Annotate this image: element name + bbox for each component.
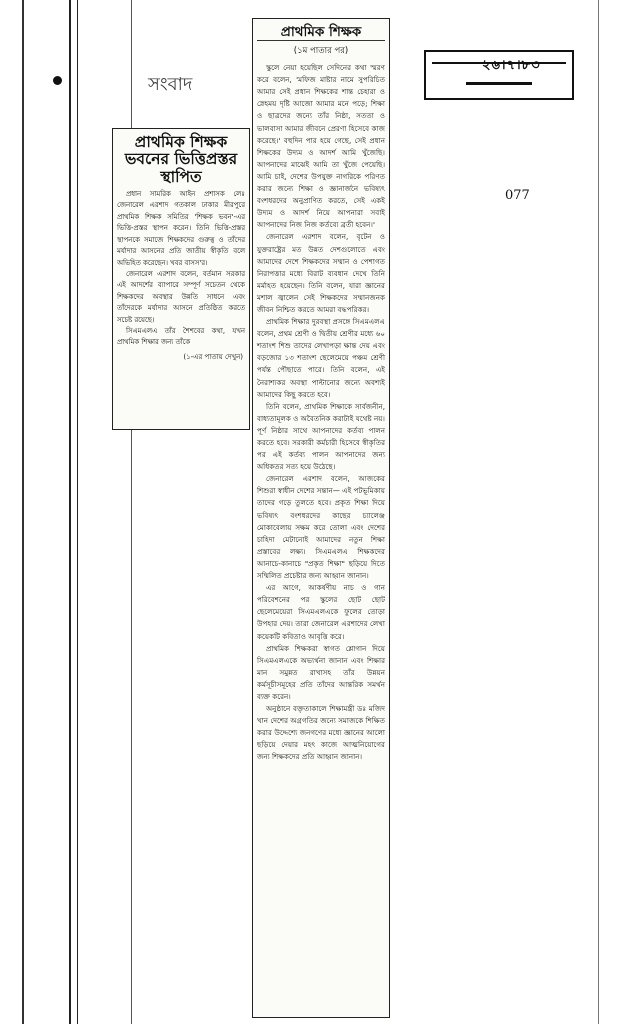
paragraph: জেনারেল এরশাদ বলেন, বর্তমান সরকার এই আদর্শের ব্যাপারে সম্পূর্ণ সচেতন থেকে শিক্ষকদের অবস্থার উন্নতি সাধনে এবং তাঁদেরকে মর্যাদার আসনে প্রতিষ্ঠিত করতে সচেষ্ট রয়েছে। — [117, 269, 245, 324]
scan-border-line — [22, 0, 24, 1024]
scan-border-line — [69, 0, 71, 1024]
paragraph: এর আগে, আকর্ষণীয় নাচ ও গান পরিবেশনের পর স্কুলের ছোট ছোট ছেলেমেয়েরা সিএমএলএকে ফুলের তোড়া উপহার দেয়। তারা জেনারেল এরশাদের লেখা কয়েকটি কবিতাও আবৃত্তি করে। — [257, 583, 385, 641]
source-label: সংবাদ — [148, 74, 193, 95]
paragraph: অনুষ্ঠানে বক্তৃতাকালে শিক্ষামন্ত্রী ডঃ মজিদ খান দেশের অগ্রগতির জন্যে সমাজকে শিক্ষিত করার উদ্দেশ্যে জনগণের মধ্যে জ্ঞানের আলো ছড়িয়ে দেয়ার মহৎ কাজে আত্মনিয়োগের জন্য শিক্ষকদের প্রতি আহ্বান জানান। — [257, 704, 385, 762]
paragraph: তিনি বলেন, প্রাথমিক শিক্ষাকে সার্বজনীন, বাধ্যতামূলক ও অবৈতনিক করাটাই যথেষ্ট নয়। পূর্ণ নিষ্ঠার সাথে আপনাদের কর্তব্য পালন করতে হবে। সরকারী কর্মচারী হিসেবে স্বীকৃতির পর এই কর্তব্য পালন আপনাদের জন্য অধিকতর সত্য হয়ে উঠেছে। — [257, 401, 385, 472]
stamp-line — [466, 82, 532, 85]
paragraph: সিএমএলএ তাঁর শৈশবের কথা, যখন প্রাথমিক শিক্ষার জন্য তাঁকে — [117, 326, 245, 347]
scan-border-line — [77, 0, 78, 1024]
paragraph: স্কুলে নেয়া হয়েছিল সেদিনের কথা স্মরণ করে বলেন, 'মফিজ মাষ্টার নামে সুপরিচিত আমার সেই প্রধান শিক্ষকের শান্ত চেহারা ও স্নেহময় দৃষ্টি আজো আমার মনে পড়ে; শিক্ষা ও ছাত্রদের জন্যে তাঁর নিষ্ঠা, সততা ও ভালবাসা আমার জীবনে প্রেরণা হিসেবে কাজ করেছে।' বহুদিন পার হয়ে গেছে, সেই প্রধান শিক্ষকের উদ্যম ও আদর্শ আমি খুঁজেছি। আপনাদের মাঝেই আমি তা খুঁজে পেয়েছি। আমি চাই, দেশের উপযুক্ত নাগরিকে পরিণত করার জন্যে শিক্ষা ও জ্ঞানার্জনে ভবিষ্যৎ বংশধরদের অনুপ্রাণিত করতে, সেই একই উদ্যম ও আদর্শ নিয়ে আপনারা সবাই আপনাদের নিজ নিজ কর্তব্যে ব্রতী হবেন।' — [257, 63, 385, 230]
stamp-date: ২৬।৭।৮৩ — [482, 58, 541, 73]
folio-number: 077 — [505, 188, 530, 203]
right-clipping-headline: প্রাথমিক শিক্ষক — [257, 19, 385, 41]
continued-from-note: (১ম পাতার পর) — [293, 46, 349, 57]
date-stamp — [424, 50, 574, 100]
continuation-note: (১-এর পাতায় দেখুন) — [183, 352, 243, 361]
punch-hole-mark — [53, 76, 62, 85]
left-clipping-headline: প্রাথমিক শিক্ষক ভবনের ভিত্তিপ্রস্তর স্থাপিত — [124, 132, 238, 186]
left-clipping-body — [113, 187, 249, 351]
right-news-clipping — [252, 18, 390, 1018]
paragraph: জেনারেল এরশাদ বলেন, আজকের শিশুরা স্বাধীন দেশের সন্তান— এই পটভূমিকায় তাদের গড়ে তুলতে হবে। প্রকৃত শিক্ষা দিয়ে ভবিষ্যৎ বংশধরদের কাছের চ্যালেঞ্জ মোকাবেলায় সক্ষম করে তোলা এবং দেশের চাহিদা মেটানোই আমাদের নতুন শিক্ষা প্রস্তাবের লক্ষ্য। সিএমএলএ শিক্ষকদের আনাচে-কানাচে "প্রকৃত শিক্ষা" ছড়িয়ে দিতে সম্মিলিত প্রচেষ্টার জন্য আহ্বান জানান। — [257, 474, 385, 581]
paragraph: প্রধান সামরিক আইন প্রশাসক লেঃ জেনারেল এরশাদ গতকাল ঢাকার মীরপুরে প্রাথমিক শিক্ষক সমিতির 'শিক্ষক ভবন'-এর ভিত্তি-প্রস্তর স্থাপন করেন। তিনি ভিত্তি-প্রস্তর স্থাপনকে সমাজে শিক্ষকদের গুরুত্ব ও তাঁদের মর্যাদার আসনের প্রতি জাতীয় স্বীকৃতি বলে অভিহিত করেছেন। খবর বাসস'র। — [117, 190, 245, 267]
paragraph: প্রাথমিক শিক্ষার দুরবস্থা প্রসঙ্গে সিএমএলএ বলেন, প্রথম শ্রেণী ও দ্বিতীয় শ্রেণীর মধ্যে ৬০ শতাংশ শিশু তাদের লেখাপড়া ক্ষান্ত দেয় এবং বড়জোর ১৩ শতাংশ ছেলেমেয়ে পঞ্চম শ্রেণী পর্যন্ত পৌছাতে পারে। তিনি বলেন, এই নৈরাশ্যকর অবস্থা পাল্টানোর জন্যে অবশ্যই আমাদের কিছু করতে হবে। — [257, 317, 385, 399]
left-news-clipping — [112, 128, 250, 430]
paragraph: প্রাথমিক শিক্ষকরা স্বাগত শ্লোগান দিয়ে সিএমএলএকে অভ্যর্থনা জানান এবং শিক্ষার মান সমুন্নত রাখাসহ তাঁর উন্নয়ন কর্মসূচীসমূহের প্রতি তাঁদের আন্তরিক সমর্থন ব্যক্ত করেন। — [257, 643, 385, 701]
paragraph: জেনারেল এরশাদ বলেন, বৃটেন ও যুক্তরাষ্ট্রের মত উন্নত দেশগুলোতে এবং আমাদের দেশে শিক্ষকদের সম্মান ও পেশাগত নিরাপত্তার মধ্যে বিরাট ব্যবধান দেখে তিনি মর্মাহত হয়েছেন। তিনি বলেন, যারা জ্ঞানের মশাল জ্বালেন সেই শিক্ষকদের সম্মানজনক জীবন নিশ্চিত করতে আমরা বদ্ধপরিকর। — [257, 232, 385, 314]
scan-border-line — [598, 0, 599, 1024]
right-clipping-body — [253, 60, 389, 765]
